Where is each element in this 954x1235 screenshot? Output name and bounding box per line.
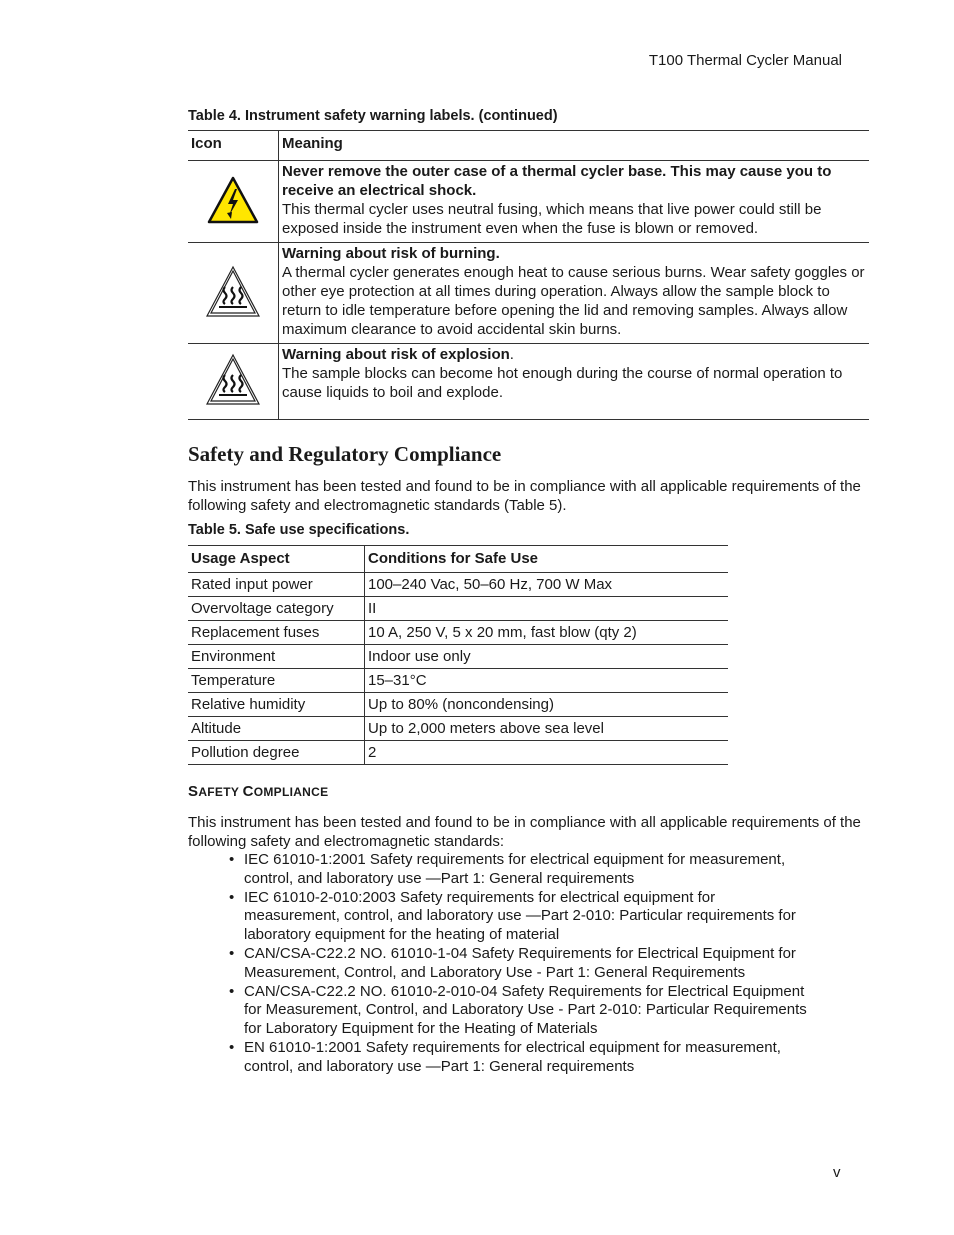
electrical-shock-warning-icon <box>191 175 275 225</box>
condition-cell: Indoor use only <box>365 645 729 669</box>
table-row <box>188 243 869 344</box>
table5-caption: Table 5. Safe use specifications. <box>188 522 410 538</box>
warning-title-line <box>282 345 866 364</box>
usage-aspect-cell: Rated input power <box>188 573 365 597</box>
list-item: • IEC 61010-1:2001 Safety requirements for electrical equipment for measurement, control, and laboratory use —Part 1: General requirements <box>244 851 814 889</box>
table4-caption: Table 4. Instrument safety warning labels. (continued) <box>188 108 558 124</box>
list-item: • EN 61010-1:2001 Safety requirements for electrical equipment for measurement, control, and laboratory use —Part 1: General requirements <box>244 1039 814 1077</box>
title-smallcaps-2: OMPLIANCE <box>253 785 329 799</box>
condition-cell: Up to 80% (noncondensing) <box>365 693 729 717</box>
safety-labels-table <box>188 130 869 420</box>
usage-aspect-cell: Altitude <box>188 717 365 741</box>
hot-surface-warning-icon <box>191 265 275 319</box>
condition-cell: Up to 2,000 meters above sea level <box>365 717 729 741</box>
table-row <box>188 741 728 765</box>
table-row <box>188 597 728 621</box>
list-item: • IEC 61010-2-010:2003 Safety requirements for electrical equipment for measurement, control, and laboratory use —Part 2-010: Particular requirements for laboratory equipment for the heating of material <box>244 889 814 945</box>
warning-title: Warning about risk of explosion <box>282 346 510 363</box>
table-row <box>188 573 728 597</box>
usage-aspect-cell: Pollution degree <box>188 741 365 765</box>
table-header-row <box>188 546 728 573</box>
running-header: T100 Thermal Cycler Manual <box>648 52 842 69</box>
icon-cell <box>188 243 279 344</box>
condition-cell: 15–31°C <box>365 669 729 693</box>
table-row <box>188 621 728 645</box>
meaning-cell <box>279 344 870 420</box>
table-row <box>188 645 728 669</box>
table-row <box>188 717 728 741</box>
section-title: Safety and Regulatory Compliance <box>188 442 502 466</box>
warning-title: Warning about risk of burning. <box>282 245 500 262</box>
standards-list <box>188 851 869 1077</box>
condition-cell: 10 A, 250 V, 5 x 20 mm, fast blow (qty 2) <box>365 621 729 645</box>
table-row <box>188 693 728 717</box>
warning-body: The sample blocks can become hot enough during the course of normal operation to cause liquids to boil and explode. <box>282 365 843 401</box>
usage-aspect-cell: Temperature <box>188 669 365 693</box>
title-smallcaps-1: AFETY <box>198 785 243 799</box>
condition-cell: 2 <box>365 741 729 765</box>
table-header-row <box>188 131 869 161</box>
page-content <box>188 107 869 1077</box>
usage-aspect-cell: Relative humidity <box>188 693 365 717</box>
column-header-meaning: Meaning <box>279 131 870 161</box>
column-header-conditions: Conditions for Safe Use <box>365 546 729 573</box>
warning-title: Never remove the outer case of a thermal cycler base. This may cause you to receive an electrical shock. <box>282 163 832 199</box>
table-row <box>188 344 869 420</box>
column-header-icon: Icon <box>188 131 279 161</box>
title-initial-s: S <box>188 783 199 800</box>
warning-body: A thermal cycler generates enough heat to cause serious burns. Wear safety goggles or other eye protection at all times during operation. Always allow the sample block to return to idle temperature before opening the lid and removing samples. Always allow maximum clearance to avoid accidental skin burns. <box>282 264 865 338</box>
hot-surface-warning-icon <box>191 353 275 407</box>
icon-cell <box>188 344 279 420</box>
safe-use-specifications-table <box>188 545 728 765</box>
list-item: • CAN/CSA-C22.2 NO. 61010-1-04 Safety Requirements for Electrical Equipment for Measurement, Control, and Laboratory Use - Part 1: General Requirements <box>244 945 814 983</box>
warning-body: This thermal cycler uses neutral fusing, which means that live power could still be exposed inside the instrument even when the fuse is blown or removed. <box>282 201 822 237</box>
table-row <box>188 669 728 693</box>
column-header-usage-aspect: Usage Aspect <box>188 546 365 573</box>
usage-aspect-cell: Environment <box>188 645 365 669</box>
condition-cell: II <box>365 597 729 621</box>
icon-cell <box>188 161 279 243</box>
usage-aspect-cell: Replacement fuses <box>188 621 365 645</box>
meaning-cell <box>279 161 870 243</box>
table-row <box>188 161 869 243</box>
warning-title-period: . <box>509 346 514 363</box>
compliance-intro: This instrument has been tested and found to be in compliance with all applicable requirements of the following safety and electromagnetic standards: <box>188 814 861 850</box>
section-intro: This instrument has been tested and found to be in compliance with all applicable requirements of the following safety and electromagnetic standards (Table 5). <box>188 478 861 514</box>
usage-aspect-cell: Overvoltage category <box>188 597 365 621</box>
meaning-cell <box>279 243 870 344</box>
condition-cell: 100–240 Vac, 50–60 Hz, 700 W Max <box>365 573 729 597</box>
list-item: • CAN/CSA-C22.2 NO. 61010-2-010-04 Safety Requirements for Electrical Equipment for Measurement, Control, and Laboratory Use - Part 2-010: Particular Requirements for Laboratory Equipment for the Heating of Materials <box>244 983 814 1039</box>
title-initial-c: C <box>242 783 254 800</box>
page-number: v <box>833 1164 841 1181</box>
subsection-title <box>188 783 869 801</box>
